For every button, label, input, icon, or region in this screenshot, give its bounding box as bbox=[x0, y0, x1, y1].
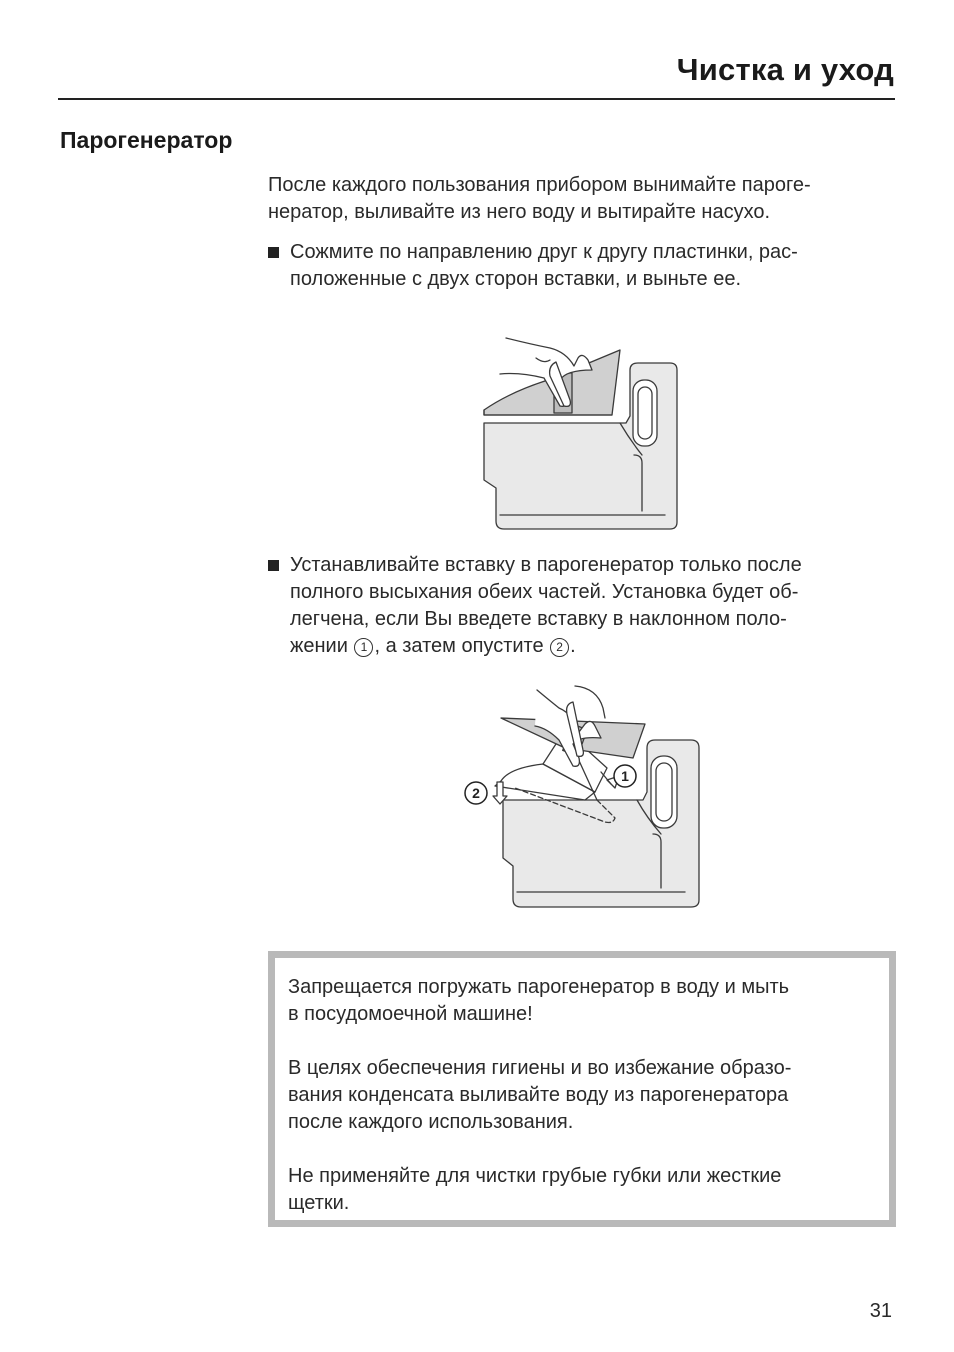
intro-line: нератор, выливайте из него воду и вытирайте насухо. bbox=[268, 201, 771, 223]
warning-box bbox=[268, 951, 896, 1227]
bullet-line: полного высыхания обеих частей. Установка будет об- bbox=[290, 581, 799, 603]
bullet-line-text: , а затем опустите bbox=[374, 635, 550, 657]
warning-line: после каждого использования. bbox=[288, 1111, 574, 1133]
bullet-square-icon bbox=[268, 560, 279, 571]
warning-line: Запрещается погружать парогенератор в воду и мыть bbox=[288, 976, 790, 998]
warning-paragraph bbox=[288, 1163, 878, 1217]
bullet-item-remove-insert bbox=[268, 239, 898, 295]
section-title: Парогенератор bbox=[60, 127, 233, 153]
bullet-line-text: . bbox=[570, 635, 576, 657]
intro-line: После каждого пользования прибором вынимайте пароге- bbox=[268, 174, 811, 196]
bullet-line-text: жении bbox=[290, 635, 354, 657]
callout-2-icon bbox=[465, 782, 487, 804]
warning-line: В целях обеспечения гигиены и во избежание образо- bbox=[288, 1057, 792, 1079]
bullet-line: положенные с двух сторон вставки, и выньте ее. bbox=[290, 268, 741, 290]
warning-line: в посудомоечной машине! bbox=[288, 1003, 533, 1025]
remove-insert-illustration bbox=[470, 330, 710, 535]
warning-paragraph bbox=[288, 1055, 878, 1136]
warning-line: щетки. bbox=[288, 1192, 350, 1214]
install-insert-illustration bbox=[455, 668, 715, 918]
bullet-line: легчена, если Вы введете вставку в наклонном поло- bbox=[290, 608, 787, 630]
bullet-square-icon bbox=[268, 247, 279, 258]
page-header-title: Чистка и уход bbox=[676, 52, 894, 87]
intro-paragraph bbox=[268, 172, 898, 226]
warning-paragraph bbox=[288, 974, 878, 1028]
callout-1-label: 1 bbox=[621, 768, 629, 784]
page-number: 31 bbox=[869, 1300, 892, 1322]
bullet-text bbox=[290, 552, 802, 660]
step-marker-2: 2 bbox=[550, 638, 569, 657]
callout-2-label: 2 bbox=[472, 785, 480, 801]
warning-line: Не применяйте для чистки грубые губки или жесткие bbox=[288, 1165, 782, 1187]
warning-line: вания конденсата выливайте воду из парогенератора bbox=[288, 1084, 789, 1106]
bullet-line: Устанавливайте вставку в парогенератор только после bbox=[290, 554, 802, 576]
bullet-item-install-insert bbox=[268, 552, 898, 662]
callout-1-icon bbox=[614, 765, 636, 787]
header-divider bbox=[58, 98, 895, 100]
bullet-text bbox=[290, 239, 798, 293]
bullet-line: Сожмите по направлению друг к другу пластинки, рас- bbox=[290, 241, 798, 263]
bullet-line bbox=[290, 633, 802, 660]
step-marker-1: 1 bbox=[354, 638, 373, 657]
